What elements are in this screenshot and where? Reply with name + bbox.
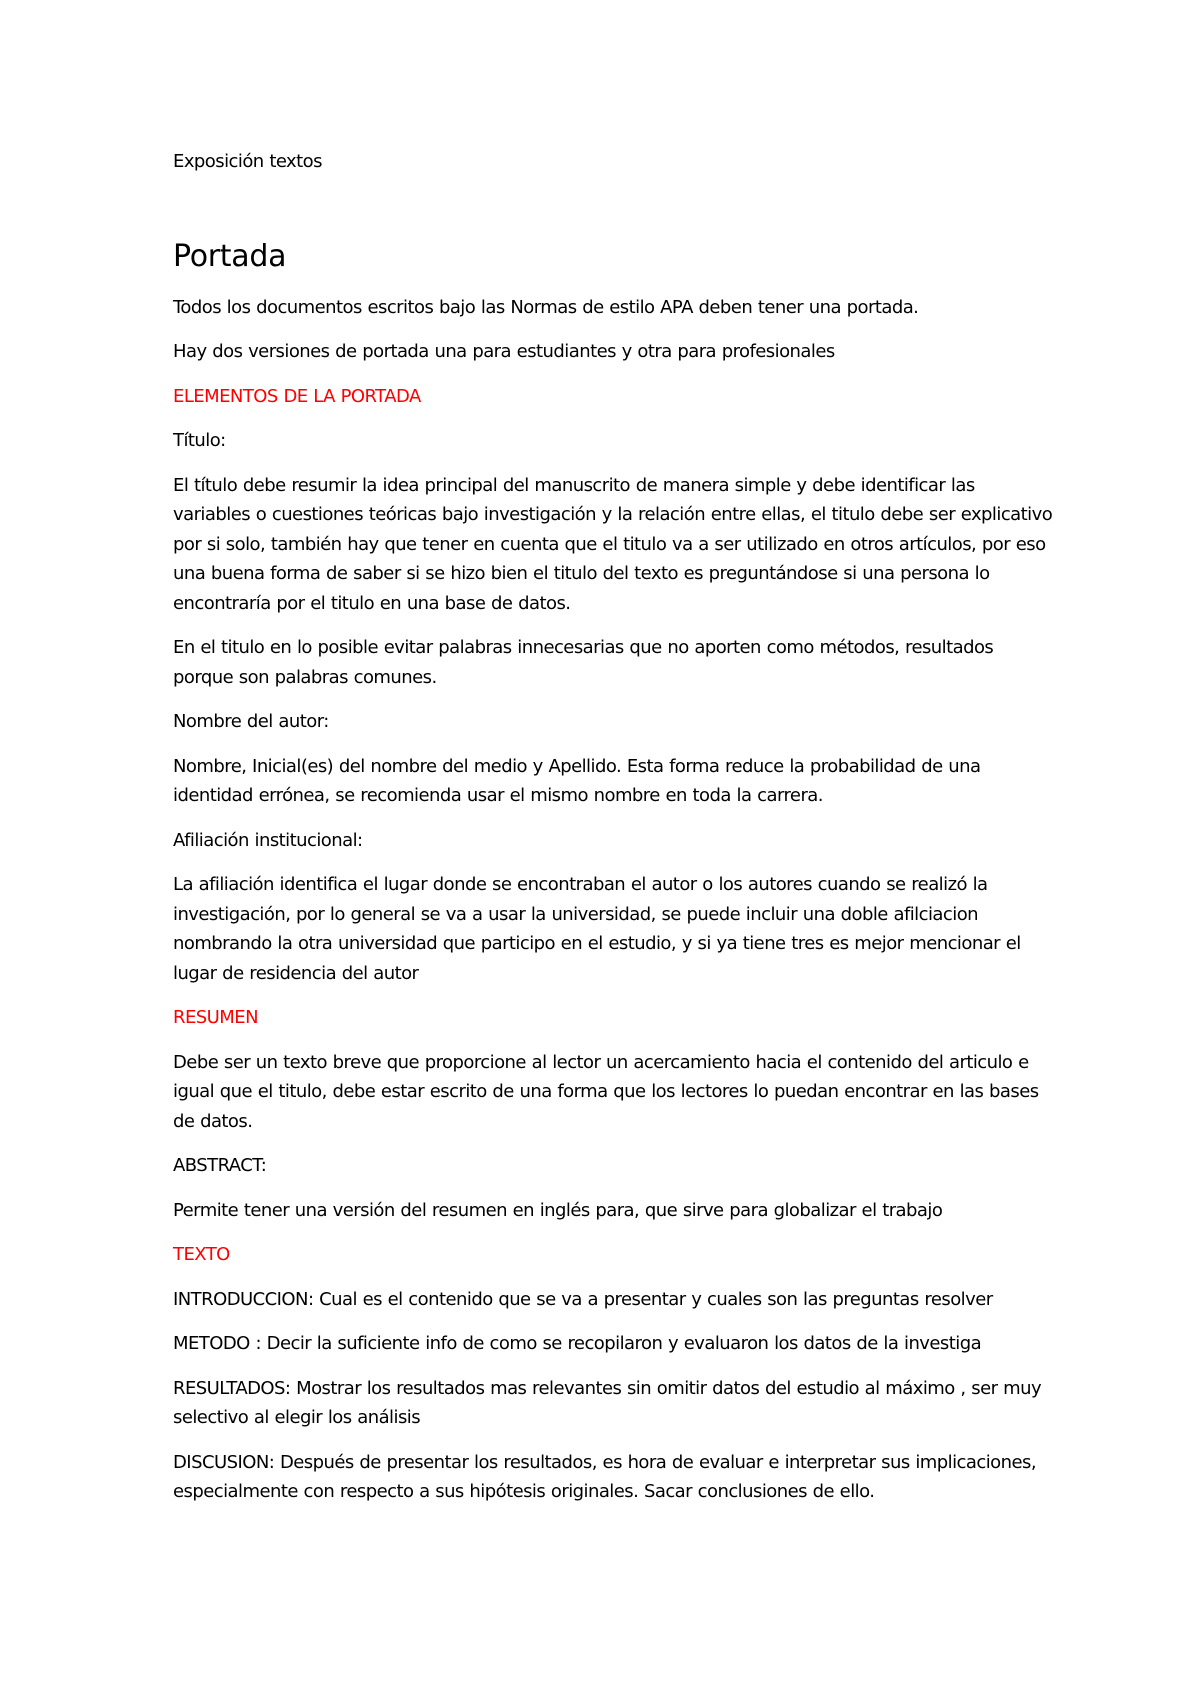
paragraph-intro-1: Todos los documentos escritos bajo las Normas de estilo APA deben tener una portada. bbox=[173, 296, 919, 318]
afiliacion-label: Afiliación institucional: bbox=[173, 829, 363, 851]
paragraph-resultados bbox=[173, 1374, 1053, 1433]
resultados-text: Mostrar los resultados mas relevantes sin omitir datos del estudio al máximo , ser muy selectivo al elegir los análisis bbox=[173, 1377, 1042, 1428]
paragraph-titulo-1: El título debe resumir la idea principal del manuscrito de manera simple y debe identificar las variables o cuestiones teóricas bajo investigación y la relación entre ellas, el titulo debe ser explicativo por si solo, también hay que tener en cuenta que el titulo va a ser utilizado en otros artículos, por eso una buena forma de saber si se hizo bien el titulo del texto es preguntándose si una persona lo encontraría por el titulo en una base de datos. bbox=[173, 474, 1053, 614]
paragraph-introduccion bbox=[173, 1285, 1053, 1315]
introduccion-text: Cual es el contenido que se va a presentar y cuales son las preguntas resolver bbox=[313, 1288, 993, 1310]
introduccion-term: INTRODUCCION: bbox=[173, 1288, 314, 1310]
discusion-text: Después de presentar los resultados, es hora de evaluar e interpretar sus implicaciones, especialmente con respecto a sus hipótesis originales. Sacar conclusiones de ello. bbox=[173, 1451, 1037, 1502]
document-body bbox=[173, 147, 1053, 1522]
paragraph-discusion bbox=[173, 1448, 1053, 1507]
paragraph-abstract: Permite tener una versión del resumen en inglés para, que sirve para globalizar el trabajo bbox=[173, 1199, 943, 1221]
resultados-term: RESULTADOS: bbox=[173, 1377, 291, 1399]
paragraph-resumen: Debe ser un texto breve que proporcione al lector un acercamiento hacia el contenido del articulo e igual que el titulo, debe estar escrito de una forma que los lectores lo puedan encontrar en las bases de datos. bbox=[173, 1051, 1039, 1132]
paragraph-afiliacion: La afiliación identifica el lugar donde se encontraban el autor o los autores cuando se realizó la investigación, por lo general se va a usar la universidad, se puede incluir una doble afilciacion nombrando la otra universidad que participo en el estudio, y si ya tiene tres es mejor mencionar el lugar de residencia del autor bbox=[173, 874, 1021, 984]
page-title: Portada bbox=[173, 238, 287, 274]
paragraph-intro-2: Hay dos versiones de portada una para estudiantes y otra para profesionales bbox=[173, 341, 835, 362]
section-heading-texto: TEXTO bbox=[173, 1244, 230, 1265]
section-heading-elementos: ELEMENTOS DE LA PORTADA bbox=[173, 385, 421, 407]
paragraph-autor: Nombre, Inicial(es) del nombre del medio y Apellido. Esta forma reduce la probabilidad de una identidad errónea, se recomienda usar el mismo nombre en toda la carrera. bbox=[173, 755, 981, 806]
document-label: Exposición textos bbox=[173, 151, 322, 172]
paragraph-metodo bbox=[173, 1329, 1053, 1359]
metodo-term: METODO : bbox=[173, 1333, 261, 1354]
autor-label: Nombre del autor: bbox=[173, 711, 329, 732]
discusion-term: DISCUSION: bbox=[173, 1451, 275, 1473]
paragraph-titulo-2: En el titulo en lo posible evitar palabras innecesarias que no aporten como métodos, resultados porque son palabras comunes. bbox=[173, 637, 994, 688]
section-heading-resumen: RESUMEN bbox=[173, 1007, 258, 1028]
metodo-text: Decir la suficiente info de como se recopilaron y evaluaron los datos de la investiga bbox=[260, 1333, 982, 1354]
titulo-label: Título: bbox=[173, 430, 226, 451]
abstract-label: ABSTRACT: bbox=[173, 1155, 267, 1176]
